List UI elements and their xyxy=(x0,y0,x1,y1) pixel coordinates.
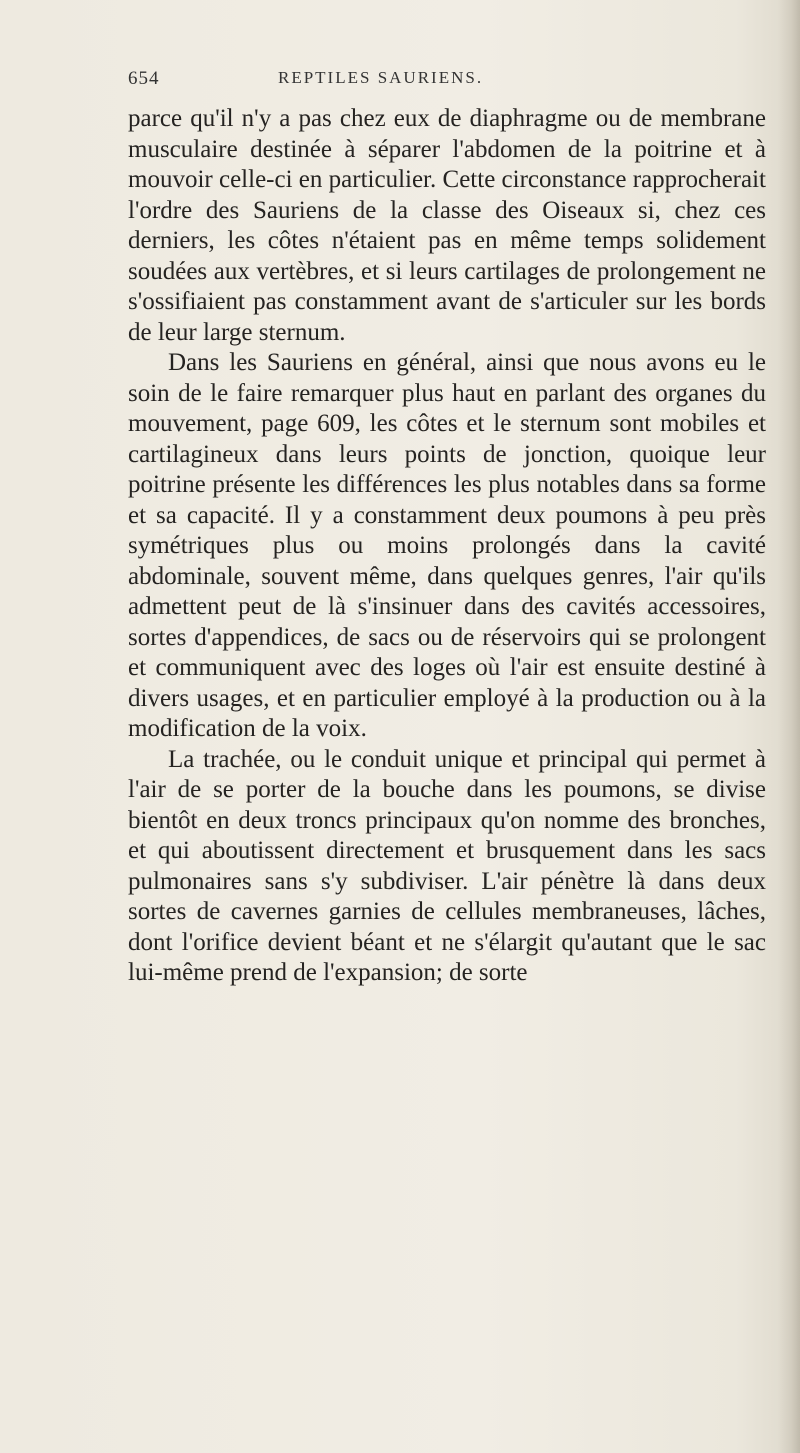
running-head xyxy=(128,68,768,94)
running-title: REPTILES SAURIENS. xyxy=(278,68,484,87)
paragraph-2: Dans les Sauriens en général, ainsi que nous avons eu le soin de le faire remarquer plus haut en parlant des organes du mouvement, page 609, les côtes et le sternum sont mobiles et cartilagineux dans leurs points de jonction, quoique leur poitrine présente les différences les plus notables dans sa forme et sa capacité. Il y a constamment deux poumons à peu près symétriques plus ou moins prolongés dans la cavité abdominale, souvent même, dans quelques genres, l'air qu'ils admettent peut de là s'insinuer dans des cavités accessoires, sortes d'appendices, de sacs ou de réservoirs qui se prolongent et communiquent avec des loges où l'air est ensuite destiné à divers usages, et en particulier employé à la production ou à la modification de la voix. xyxy=(128,349,766,742)
page-number: 654 xyxy=(128,68,160,89)
paragraph-3: La trachée, ou le conduit unique et principal qui permet à l'air de se porter de la bouche dans les poumons, se divise bientôt en deux troncs principaux qu'on nomme des bronches, et qui aboutissent directement et brusquement dans les sacs pulmonaires sans s'y subdiviser. L'air pénètre là dans deux sortes de cavernes garnies de cellules membraneuses, lâches, dont l'orifice devient béant et ne s'élargit qu'autant que le sac lui-même prend de l'expansion; de sorte xyxy=(128,745,766,986)
page-edge-shadow xyxy=(778,0,800,1453)
body-text xyxy=(128,104,766,989)
paragraph-1: parce qu'il n'y a pas chez eux de diaphragme ou de membrane musculaire destinée à séparer l'abdomen de la poitrine et à mouvoir celle-ci en particulier. Cette circonstance rapprocherait l'ordre des Sauriens de la classe des Oiseaux si, chez ces derniers, les côtes n'étaient pas en même temps solidement soudées aux vertèbres, et si leurs cartilages de prolongement ne s'ossifiaient pas constamment avant de s'articuler sur les bords de leur large sternum. xyxy=(128,105,766,346)
